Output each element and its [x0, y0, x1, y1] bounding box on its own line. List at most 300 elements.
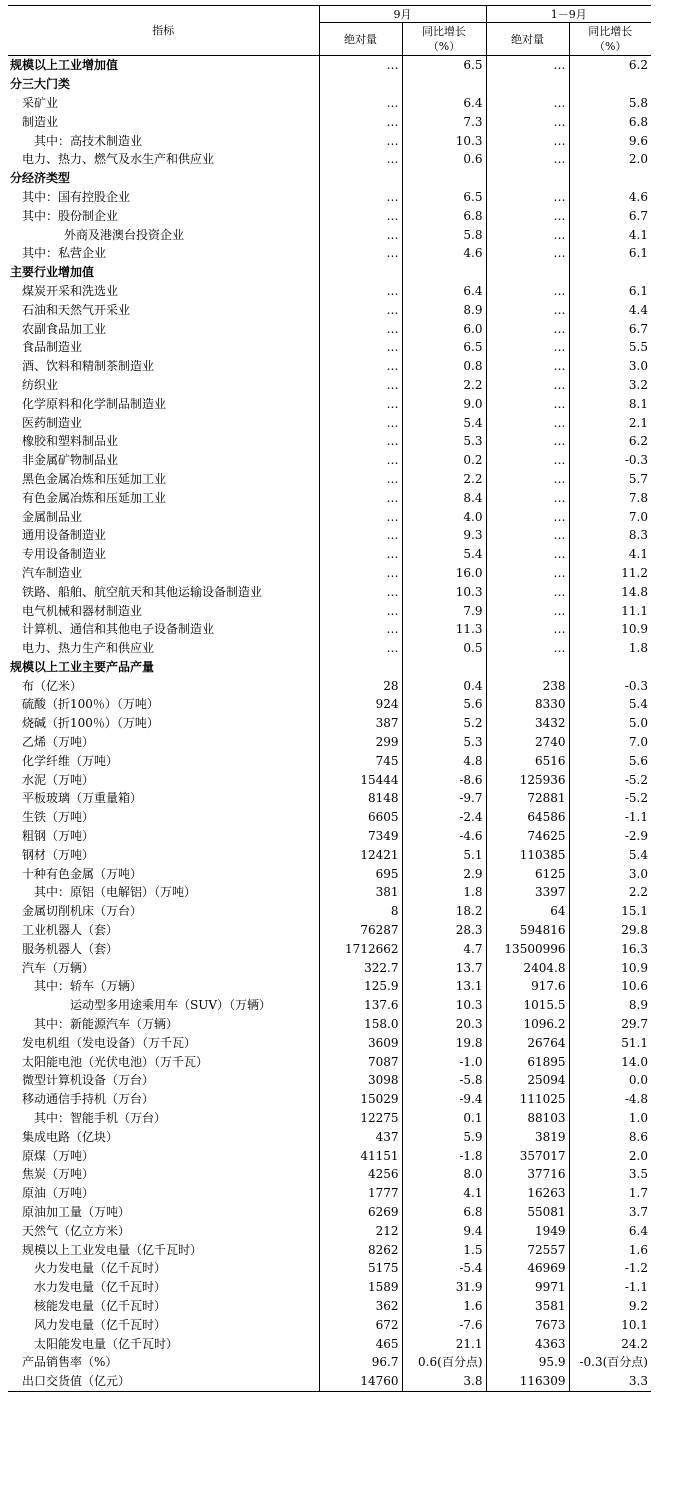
- ytd-abs-cell: 2404.8: [486, 958, 569, 977]
- ytd-abs-cell: …: [486, 601, 569, 620]
- month-yoy-cell: 5.2: [402, 714, 486, 733]
- ytd-abs-cell: …: [486, 282, 569, 301]
- indicator-cell: 通用设备制造业: [22, 528, 107, 543]
- ytd-abs-cell: [486, 263, 569, 282]
- ytd-yoy-cell: 16.3: [569, 939, 651, 958]
- ytd-abs-cell: …: [486, 131, 569, 150]
- ytd-abs-cell: …: [486, 451, 569, 470]
- month-yoy-cell: -9.7: [402, 789, 486, 808]
- month-abs-cell: …: [319, 507, 402, 526]
- month-abs-cell: 4256: [319, 1165, 402, 1184]
- ytd-yoy-cell: 29.8: [569, 921, 651, 940]
- month-abs-cell: …: [319, 394, 402, 413]
- indicator-cell: 金属制品业: [22, 509, 83, 524]
- month-yoy-cell: 8.4: [402, 488, 486, 507]
- indicator-cell: 专用设备制造业: [22, 547, 107, 562]
- month-yoy-cell: 4.1: [402, 1184, 486, 1203]
- ytd-abs-cell: …: [486, 582, 569, 601]
- month-abs-cell: …: [319, 300, 402, 319]
- ytd-abs-cell: 64: [486, 902, 569, 921]
- indicator-cell: 农副食品加工业: [22, 321, 107, 336]
- ytd-abs-cell: …: [486, 639, 569, 658]
- ytd-abs-cell: …: [486, 338, 569, 357]
- ytd-yoy-cell: 8.1: [569, 394, 651, 413]
- month-yoy-cell: 28.3: [402, 921, 486, 940]
- ytd-yoy-cell: 9.2: [569, 1297, 651, 1316]
- indicator-cell: 移动通信手持机（万台）: [22, 1092, 155, 1107]
- ytd-yoy-cell: 2.0: [569, 150, 651, 169]
- indicator-cell: 采矿业: [22, 95, 59, 110]
- month-group-header: 9月: [319, 6, 486, 23]
- table-row: [8, 827, 651, 846]
- table-row: [8, 789, 651, 808]
- table-row: [8, 601, 651, 620]
- month-yoy-cell: 21.1: [402, 1334, 486, 1353]
- indicator-cell: 制造业: [22, 114, 59, 129]
- ytd-abs-cell: 238: [486, 676, 569, 695]
- table-row: [8, 1353, 651, 1372]
- month-yoy-cell: 6.8: [402, 206, 486, 225]
- table-row: [8, 94, 651, 113]
- month-yoy-cell: 19.8: [402, 1033, 486, 1052]
- indicator-cell: 纺织业: [22, 377, 59, 392]
- ytd-abs-header: 绝对量: [486, 23, 569, 56]
- indicator-cell: 电气机械和器材制造业: [22, 603, 143, 618]
- month-abs-cell: 322.7: [319, 958, 402, 977]
- month-abs-cell: 387: [319, 714, 402, 733]
- month-abs-cell: …: [319, 131, 402, 150]
- table-row: [8, 958, 651, 977]
- table-row: [8, 695, 651, 714]
- month-yoy-cell: [402, 169, 486, 188]
- ytd-yoy-cell: 6.8: [569, 112, 651, 131]
- ytd-abs-cell: …: [486, 526, 569, 545]
- month-yoy-cell: 7.9: [402, 601, 486, 620]
- month-abs-cell: …: [319, 94, 402, 113]
- indicator-cell: 金属切削机床（万台）: [22, 904, 143, 919]
- table-row: [8, 1203, 651, 1222]
- ytd-abs-cell: 61895: [486, 1052, 569, 1071]
- ytd-abs-cell: …: [486, 150, 569, 169]
- ytd-yoy-cell: 2.0: [569, 1146, 651, 1165]
- table-row: [8, 1127, 651, 1146]
- month-yoy-cell: [402, 263, 486, 282]
- month-abs-cell: 137.6: [319, 996, 402, 1015]
- ytd-abs-cell: …: [486, 620, 569, 639]
- ytd-yoy-cell: 4.1: [569, 225, 651, 244]
- month-yoy-cell: 6.0: [402, 319, 486, 338]
- month-yoy-cell: 4.6: [402, 244, 486, 263]
- indicator-cell: 食品制造业: [22, 340, 83, 355]
- ytd-yoy-cell: -4.8: [569, 1090, 651, 1109]
- table-row: [8, 338, 651, 357]
- ytd-abs-cell: [486, 658, 569, 677]
- month-abs-cell: 1589: [319, 1278, 402, 1297]
- ytd-abs-cell: 8330: [486, 695, 569, 714]
- indicator-cell: 原煤（万吨）: [22, 1148, 95, 1163]
- ytd-abs-cell: 3581: [486, 1297, 569, 1316]
- table-row: [8, 376, 651, 395]
- ytd-yoy-cell: [569, 658, 651, 677]
- ytd-abs-cell: [486, 169, 569, 188]
- indicator-cell: 电力、热力、燃气及水生产和供应业: [22, 152, 215, 167]
- ytd-abs-cell: …: [486, 206, 569, 225]
- indicator-cell: 分三大门类: [10, 77, 71, 92]
- month-abs-cell: …: [319, 282, 402, 301]
- month-yoy-cell: 9.0: [402, 394, 486, 413]
- ytd-abs-cell: 9971: [486, 1278, 569, 1297]
- indicator-cell: 焦炭（万吨）: [22, 1167, 95, 1182]
- indicator-cell: 其中：轿车（万辆）: [34, 979, 143, 994]
- indicator-cell: 外商及港澳台投资企业: [64, 227, 185, 242]
- table-row: [8, 413, 651, 432]
- indicator-cell: 主要行业增加值: [10, 265, 95, 280]
- ytd-abs-cell: …: [486, 507, 569, 526]
- ytd-abs-cell: …: [486, 394, 569, 413]
- ytd-yoy-cell: 0.0: [569, 1071, 651, 1090]
- ytd-yoy-cell: 8.3: [569, 526, 651, 545]
- indicator-cell: 粗钢（万吨）: [22, 829, 95, 844]
- ytd-yoy-cell: 3.7: [569, 1203, 651, 1222]
- ytd-yoy-cell: -0.3: [569, 676, 651, 695]
- ytd-yoy-cell: 1.7: [569, 1184, 651, 1203]
- ytd-yoy-cell: 5.4: [569, 845, 651, 864]
- month-yoy-cell: 0.1: [402, 1109, 486, 1128]
- ytd-abs-cell: 3432: [486, 714, 569, 733]
- indicator-cell: 其中：股份制企业: [22, 208, 119, 223]
- month-yoy-cell: -7.6: [402, 1315, 486, 1334]
- month-abs-cell: …: [319, 319, 402, 338]
- month-abs-cell: 76287: [319, 921, 402, 940]
- table-row: [8, 1146, 651, 1165]
- ytd-yoy-cell: 15.1: [569, 902, 651, 921]
- month-abs-cell: 5175: [319, 1259, 402, 1278]
- ytd-yoy-cell: -1.2: [569, 1259, 651, 1278]
- ytd-yoy-cell: [569, 263, 651, 282]
- indicator-cell: 水力发电量（亿千瓦时）: [34, 1280, 167, 1295]
- ytd-yoy-cell: [569, 75, 651, 94]
- table-row: [8, 883, 651, 902]
- table-row: [8, 394, 651, 413]
- ytd-abs-cell: 3819: [486, 1127, 569, 1146]
- month-yoy-cell: 4.0: [402, 507, 486, 526]
- table-row: [8, 357, 651, 376]
- ytd-abs-cell: …: [486, 300, 569, 319]
- month-yoy-cell: 20.3: [402, 1015, 486, 1034]
- table-row: [8, 507, 651, 526]
- ytd-yoy-cell: 4.4: [569, 300, 651, 319]
- ytd-yoy-cell: -1.1: [569, 808, 651, 827]
- ytd-abs-cell: …: [486, 56, 569, 75]
- month-abs-cell: [319, 75, 402, 94]
- indicator-cell: 核能发电量（亿千瓦时）: [34, 1298, 167, 1313]
- month-abs-cell: 1712662: [319, 939, 402, 958]
- table-row: [8, 921, 651, 940]
- month-abs-cell: 465: [319, 1334, 402, 1353]
- ytd-yoy-cell: -2.9: [569, 827, 651, 846]
- ytd-group-header: 1－9月: [486, 6, 651, 23]
- ytd-yoy-cell: 3.0: [569, 864, 651, 883]
- month-yoy-cell: 4.8: [402, 751, 486, 770]
- indicator-cell: 汽车（万辆）: [22, 960, 95, 975]
- month-abs-cell: 8148: [319, 789, 402, 808]
- ytd-yoy-cell: 10.9: [569, 958, 651, 977]
- month-abs-cell: …: [319, 620, 402, 639]
- ytd-abs-cell: 116309: [486, 1372, 569, 1391]
- month-yoy-cell: 1.6: [402, 1297, 486, 1316]
- ytd-yoy-cell: 5.0: [569, 714, 651, 733]
- table-row: [8, 714, 651, 733]
- ytd-abs-cell: 95.9: [486, 1353, 569, 1372]
- month-yoy-cell: 0.5: [402, 639, 486, 658]
- month-yoy-cell: 31.9: [402, 1278, 486, 1297]
- ytd-yoy-cell: 3.0: [569, 357, 651, 376]
- ytd-abs-cell: 46969: [486, 1259, 569, 1278]
- table-row: [8, 112, 651, 131]
- ytd-abs-cell: …: [486, 112, 569, 131]
- ytd-yoy-cell: 7.0: [569, 507, 651, 526]
- month-abs-cell: 8262: [319, 1240, 402, 1259]
- table-row: [8, 1109, 651, 1128]
- indicator-cell: 黑色金属冶炼和压延加工业: [22, 471, 167, 486]
- ytd-yoy-cell: 5.7: [569, 470, 651, 489]
- ytd-abs-cell: 55081: [486, 1203, 569, 1222]
- ytd-abs-cell: 13500996: [486, 939, 569, 958]
- month-abs-cell: 672: [319, 1315, 402, 1334]
- ytd-yoy-cell: 51.1: [569, 1033, 651, 1052]
- ytd-abs-cell: 6125: [486, 864, 569, 883]
- section-row: [8, 75, 651, 94]
- indicator-cell: 化学纤维（万吨）: [22, 753, 119, 768]
- month-yoy-cell: 5.3: [402, 432, 486, 451]
- month-abs-cell: …: [319, 526, 402, 545]
- month-yoy-cell: [402, 75, 486, 94]
- month-abs-cell: 745: [319, 751, 402, 770]
- month-yoy-cell: 6.5: [402, 56, 486, 75]
- indicator-cell: 产品销售率（%）: [22, 1355, 118, 1370]
- table-row: [8, 1221, 651, 1240]
- month-yoy-cell: 5.8: [402, 225, 486, 244]
- ytd-abs-cell: 4363: [486, 1334, 569, 1353]
- yoy-label: 同比增长（%）: [588, 25, 633, 53]
- month-yoy-cell: 7.3: [402, 112, 486, 131]
- month-abs-cell: …: [319, 601, 402, 620]
- month-abs-cell: 15444: [319, 770, 402, 789]
- month-abs-cell: 3609: [319, 1033, 402, 1052]
- month-abs-cell: …: [319, 150, 402, 169]
- month-yoy-cell: -2.4: [402, 808, 486, 827]
- ytd-yoy-cell: 8.6: [569, 1127, 651, 1146]
- ytd-abs-cell: 110385: [486, 845, 569, 864]
- indicator-cell: 水泥（万吨）: [22, 772, 95, 787]
- month-abs-cell: 96.7: [319, 1353, 402, 1372]
- indicator-cell: 酒、饮料和精制茶制造业: [22, 359, 155, 374]
- month-yoy-cell: 6.8: [402, 1203, 486, 1222]
- month-yoy-cell: -4.6: [402, 827, 486, 846]
- ytd-abs-cell: …: [486, 94, 569, 113]
- month-abs-cell: …: [319, 564, 402, 583]
- indicator-cell: 微型计算机设备（万台）: [22, 1073, 155, 1088]
- ytd-abs-cell: …: [486, 413, 569, 432]
- table-row: [8, 432, 651, 451]
- ytd-abs-cell: 37716: [486, 1165, 569, 1184]
- ytd-yoy-cell: 2.1: [569, 413, 651, 432]
- ytd-abs-cell: 64586: [486, 808, 569, 827]
- month-abs-cell: 125.9: [319, 977, 402, 996]
- ytd-abs-cell: 88103: [486, 1109, 569, 1128]
- month-abs-cell: [319, 169, 402, 188]
- month-abs-cell: 12421: [319, 845, 402, 864]
- ytd-yoy-cell: 5.6: [569, 751, 651, 770]
- month-abs-cell: 158.0: [319, 1015, 402, 1034]
- month-yoy-cell: 0.6(百分点): [402, 1353, 486, 1372]
- month-abs-cell: 12275: [319, 1109, 402, 1128]
- month-yoy-cell: -9.4: [402, 1090, 486, 1109]
- section-row: [8, 658, 651, 677]
- month-yoy-cell: 9.4: [402, 1221, 486, 1240]
- month-yoy-cell: 5.1: [402, 845, 486, 864]
- table-row: [8, 1165, 651, 1184]
- indicator-cell: 布（亿米）: [22, 678, 83, 693]
- table-row: [8, 206, 651, 225]
- table-row: [8, 1052, 651, 1071]
- ytd-abs-cell: …: [486, 432, 569, 451]
- ytd-abs-cell: …: [486, 470, 569, 489]
- indicator-cell: 其中：私营企业: [22, 246, 107, 261]
- month-yoy-cell: 6.5: [402, 188, 486, 207]
- ytd-abs-cell: 7673: [486, 1315, 569, 1334]
- table-row: [8, 676, 651, 695]
- indicator-cell: 太阳能电池（光伏电池）（万千瓦）: [22, 1054, 209, 1069]
- ytd-abs-cell: 2740: [486, 733, 569, 752]
- yoy-label: 同比增长（%）: [422, 25, 466, 53]
- month-abs-cell: …: [319, 432, 402, 451]
- indicator-cell: 煤炭开采和洗选业: [22, 283, 119, 298]
- month-yoy-cell: 13.1: [402, 977, 486, 996]
- ytd-yoy-cell: 14.0: [569, 1052, 651, 1071]
- ytd-yoy-cell: 29.7: [569, 1015, 651, 1034]
- indicator-cell: 非金属矿物制品业: [22, 453, 119, 468]
- month-abs-cell: …: [319, 451, 402, 470]
- ytd-yoy-cell: 10.9: [569, 620, 651, 639]
- table-row: [8, 225, 651, 244]
- month-yoy-cell: 0.6: [402, 150, 486, 169]
- month-yoy-cell: 1.8: [402, 883, 486, 902]
- month-yoy-cell: 6.5: [402, 338, 486, 357]
- month-yoy-cell: 13.7: [402, 958, 486, 977]
- indicator-cell: 其中：新能源汽车（万辆）: [34, 1017, 179, 1032]
- indicator-cell: 化学原料和化学制品制造业: [22, 396, 167, 411]
- ytd-abs-cell: 6516: [486, 751, 569, 770]
- month-abs-cell: …: [319, 582, 402, 601]
- indicator-cell: 工业机器人（套）: [22, 923, 119, 938]
- indicator-cell: 医药制造业: [22, 415, 83, 430]
- month-abs-cell: …: [319, 357, 402, 376]
- ytd-yoy-cell: 3.2: [569, 376, 651, 395]
- month-yoy-cell: 5.6: [402, 695, 486, 714]
- ytd-yoy-cell: 6.4: [569, 1221, 651, 1240]
- table-row: [8, 319, 651, 338]
- month-abs-cell: 3098: [319, 1071, 402, 1090]
- month-abs-cell: …: [319, 338, 402, 357]
- ytd-abs-cell: 1015.5: [486, 996, 569, 1015]
- ytd-yoy-cell: 10.6: [569, 977, 651, 996]
- month-abs-cell: …: [319, 206, 402, 225]
- indicator-cell: 出口交货值（亿元）: [8, 1372, 319, 1391]
- month-abs-cell: 7349: [319, 827, 402, 846]
- table-row: [8, 864, 651, 883]
- month-yoy-cell: 2.2: [402, 376, 486, 395]
- month-yoy-cell: [402, 658, 486, 677]
- statistics-table: [8, 5, 651, 1392]
- indicator-cell: 其中：国有控股企业: [22, 189, 131, 204]
- month-yoy-cell: 5.9: [402, 1127, 486, 1146]
- month-yoy-cell: 10.3: [402, 996, 486, 1015]
- month-abs-cell: [319, 658, 402, 677]
- month-yoy-cell: 11.3: [402, 620, 486, 639]
- ytd-abs-cell: [486, 75, 569, 94]
- table-row: [8, 1297, 651, 1316]
- indicator-cell: 平板玻璃（万重量箱）: [22, 791, 143, 806]
- month-yoy-cell: 6.4: [402, 94, 486, 113]
- section-row: [8, 263, 651, 282]
- indicator-cell: 天然气（亿立方米）: [22, 1223, 131, 1238]
- ytd-abs-cell: …: [486, 225, 569, 244]
- table-row: [8, 620, 651, 639]
- indicator-cell: 硫酸（折100％）（万吨）: [22, 697, 159, 712]
- ytd-abs-cell: 125936: [486, 770, 569, 789]
- month-abs-cell: 924: [319, 695, 402, 714]
- ytd-yoy-cell: -5.2: [569, 789, 651, 808]
- indicator-cell: 钢材（万吨）: [22, 847, 95, 862]
- month-abs-cell: …: [319, 225, 402, 244]
- table-row: [8, 244, 651, 263]
- table-row: [8, 639, 651, 658]
- ytd-abs-cell: …: [486, 244, 569, 263]
- month-abs-cell: 6605: [319, 808, 402, 827]
- ytd-yoy-cell: 6.1: [569, 282, 651, 301]
- indicator-cell: 生铁（万吨）: [22, 810, 95, 825]
- ytd-abs-cell: …: [486, 545, 569, 564]
- month-yoy-cell: 5.3: [402, 733, 486, 752]
- table-row: [8, 545, 651, 564]
- ytd-abs-cell: 917.6: [486, 977, 569, 996]
- ytd-yoy-cell: 4.1: [569, 545, 651, 564]
- table-body: [8, 56, 651, 1392]
- table-row: [8, 282, 651, 301]
- indicator-cell: 计算机、通信和其他电子设备制造业: [22, 622, 215, 637]
- month-yoy-cell: -1.8: [402, 1146, 486, 1165]
- month-yoy-cell: 0.2: [402, 451, 486, 470]
- month-abs-cell: …: [319, 413, 402, 432]
- ytd-yoy-cell: -1.1: [569, 1278, 651, 1297]
- ytd-yoy-cell: 6.7: [569, 319, 651, 338]
- table-row: [8, 488, 651, 507]
- ytd-abs-cell: 3397: [486, 883, 569, 902]
- month-yoy-cell: 0.4: [402, 676, 486, 695]
- ytd-yoy-cell: 11.1: [569, 601, 651, 620]
- table-row: [8, 300, 651, 319]
- indicator-cell: 发电机组（发电设备）（万千瓦）: [22, 1035, 197, 1050]
- month-abs-cell: 695: [319, 864, 402, 883]
- table-row: [8, 845, 651, 864]
- indicator-cell: 原油加工量（万吨）: [22, 1205, 131, 1219]
- table-row: [8, 564, 651, 583]
- ytd-yoy-cell: 4.6: [569, 188, 651, 207]
- month-abs-cell: [319, 263, 402, 282]
- month-abs-cell: …: [319, 639, 402, 658]
- table-row: [8, 1184, 651, 1203]
